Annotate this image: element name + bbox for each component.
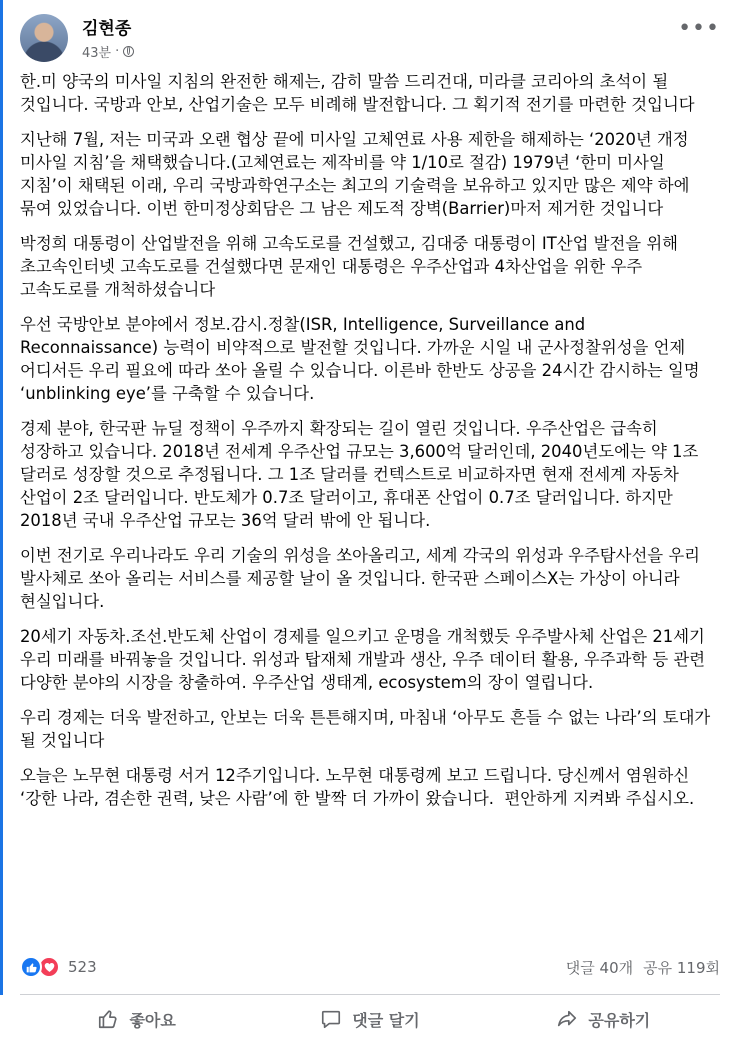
thumbs-up-icon [97,1008,119,1030]
post-header [20,12,720,62]
divider [20,994,720,995]
post-paragraph: 우리 경제는 더욱 발전하고, 안보는 더욱 튼튼해지며, 마침내 ‘아무도 흔들 수 없는 나라’의 토대가 될 것입니다 [20,708,716,750]
globe-icon[interactable] [123,46,134,57]
like-reaction-icon [20,956,42,978]
comment-button-label: 댓글 달기 [352,1010,420,1030]
post-paragraph: 오늘은 노무현 대통령 서거 12주기입니다. 노무현 대통령께 보고 드립니다. 당신께서 염원하신 ‘강한 나라, 겸손한 권력, 낮은 사람’에 한 발짝 더 가까이 왔습니다. 편안하게 지켜봐 주십시오. [20,766,695,808]
like-button[interactable] [20,998,253,1040]
comment-count[interactable]: 댓글 40개 [565,959,634,977]
share-count[interactable]: 공유 119회 [643,959,720,977]
reactions-summary[interactable] [20,956,97,978]
post-paragraph: 우선 국방안보 분야에서 정보.감시.정찰(ISR, Intelligence, Surveillance and Reconnaissance) 능력이 비약적으로 발전할 것입니다. 가까운 시일 내 군사정찰위성을 언제 어디서든 우리 필요에 따라 쏘아 올릴 수 있습니다. 이른바 한반도 상공을 24시간 감시하는 일명 ‘unblinking eye’를 구축할 수 있습니다. [20,315,705,403]
comment-icon [320,1008,342,1030]
post-meta [82,42,134,61]
share-icon [556,1008,578,1030]
post-paragraph: 경제 분야, 한국판 뉴딜 정책이 우주까지 확장되는 길이 열린 것입니다. 우주산업은 급속히 성장하고 있습니다. 2018년 전세계 우주산업 규모는 3,600억 달러인데, 2040년도에는 약 1조 달러로 성장할 것으로 추정됩니다. 그 1조 달러를 컨텍스트로 비교하자면 현재 전세계 자동차 산업이 2조 달러입니다. 반도체가 0.7조 달러이고, 휴대폰 산업이 0.7조 달러입니다. 하지만 2018년 국내 우주산업 규모는 36억 달러 밖에 안 됩니다. [20,419,704,530]
more-options-icon[interactable]: ••• [678,16,720,41]
author-name[interactable]: 김현종 [82,19,132,39]
post-stats [20,954,720,982]
avatar[interactable] [20,14,68,62]
post-paragraph: 지난해 7월, 저는 미국과 오랜 협상 끝에 미사일 고체연료 사용 제한을 해제하는 ‘2020년 개정 미사일 지침’을 채택했습니다.(고체연료는 제작비를 약 1/10로 절감) 1979년 ‘한미 미사일 지침’이 채택된 이래, 우리 국방과학연구소는 최고의 기술력을 보유하고 있지만 많은 제약 하에 묶여 있었습니다. 이번 한미정상회담은 그 남은 제도적 장벽(Barrier)마저 제거한 것입니다 [20,130,695,218]
post-paragraph: 20세기 자동차.조선.반도체 산업이 경제를 일으키고 운명을 개척했듯 우주발사체 산업은 21세기 우리 미래를 바꿔놓을 것입니다. 위성과 탑재체 개발과 생산, 우주 데이터 활용, 우주과학 등 관련 다양한 분야의 시장을 창출하여. 우주산업 생태계, ecosystem의 장이 열립니다. [20,627,711,692]
meta-separator: · [115,44,120,59]
post-paragraph: 이번 전기로 우리나라도 우리 기술의 위성을 쏘아올리고, 세계 각국의 위성과 우주탐사선을 우리 발사체로 쏘아 올리는 서비스를 제공할 날이 올 것입니다. 한국판 스페이스X는 가상이 아니라 현실입니다. [20,546,706,611]
action-bar [20,998,720,1040]
comment-button[interactable] [253,998,486,1040]
left-accent-bar [0,0,3,995]
post-time[interactable]: 43분 [82,46,112,61]
engagement-counts [566,957,720,978]
like-button-label: 좋아요 [129,1010,176,1030]
post-paragraph: 박정희 대통령이 산업발전을 위해 고속도로를 건설했고, 김대중 대통령이 IT산업 발전을 위해 초고속인터넷 고속도로를 건설했다면 문재인 대통령은 우주산업과 4차산업을 위한 우주 고속도로를 개척하셨습니다 [20,234,684,299]
post-body [20,70,720,822]
share-button[interactable] [487,998,720,1040]
post-paragraph: 한.미 양국의 미사일 지침의 완전한 해제는, 감히 말씀 드리건대, 미라클 코리아의 초석이 될 것입니다. 국방과 안보, 산업기술은 모두 비례해 발전합니다. 그 획기적 전기를 마련한 것입니다 [20,72,695,114]
reaction-count: 523 [68,958,97,976]
share-button-label: 공유하기 [588,1010,651,1030]
